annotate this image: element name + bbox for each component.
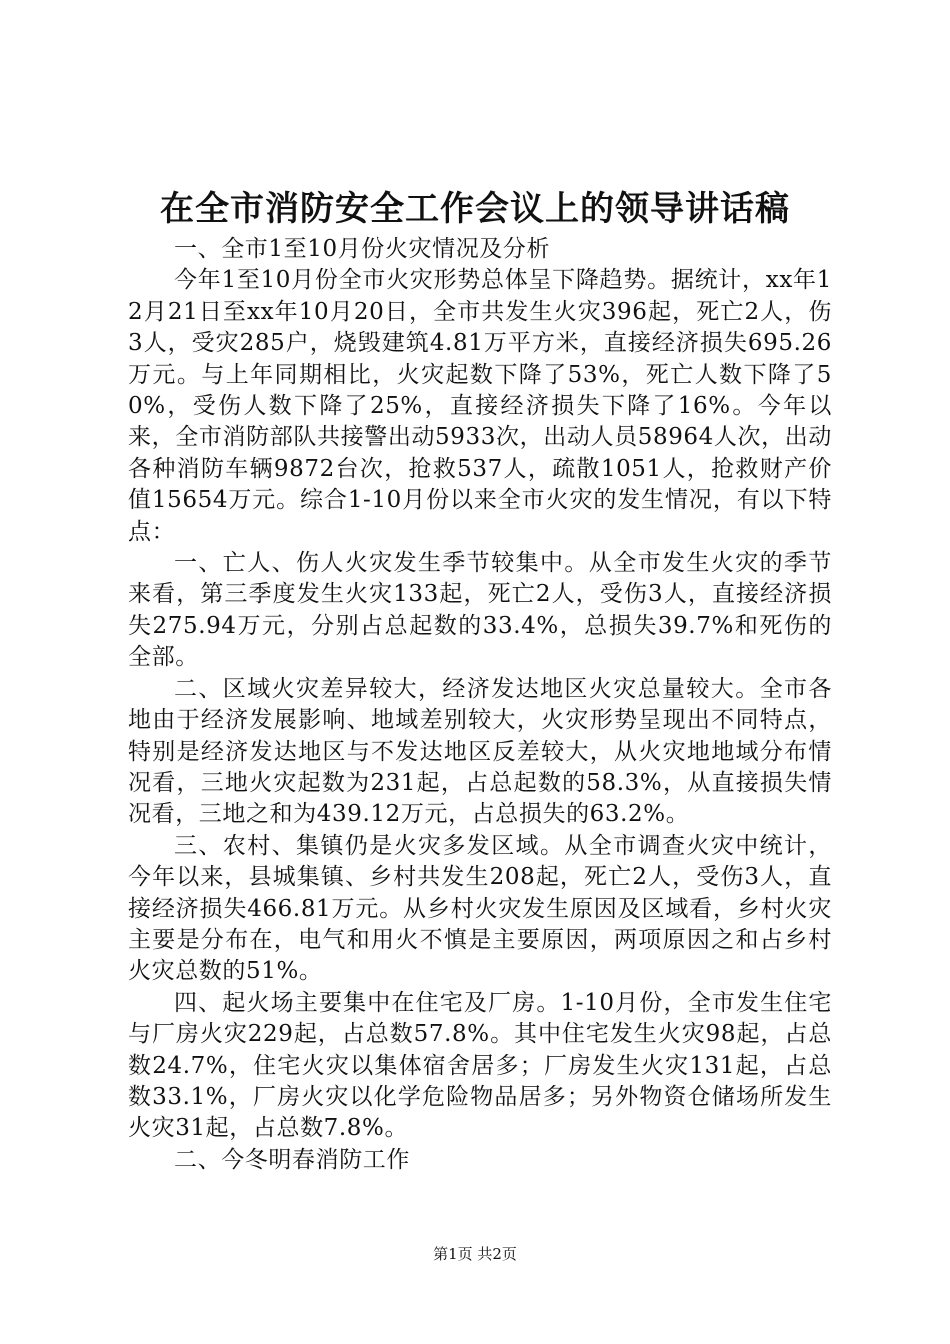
section-heading-1: 一、全市1至10月份火灾情况及分析 xyxy=(174,236,551,262)
paragraph-point-1: 一、亡人、伤人火灾发生季节较集中。从全市发生火灾的季节来看，第三季度发生火灾133起，死亡2人，受伤3人，直接经济损失275.94万元，分别占总起数的33.4%，总损失39.7%和死伤的全部。 xyxy=(128,550,832,671)
section-heading-2: 二、今冬明春消防工作 xyxy=(174,1146,410,1173)
paragraph-point-3: 三、农村、集镇仍是火灾多发区域。从全市调查火灾中统计，今年以来，县城集镇、乡村共发生208起，死亡2人，受伤3人，直接经济损失466.81万元。从乡村火灾发生原因及区域看，乡村火灾主要是分布在，电气和用火不慎是主要原因，两项原因之和占乡村火灾总数的51%。 xyxy=(128,832,832,985)
paragraph-point-4: 四、起火场主要集中在住宅及厂房。1-10月份，全市发生住宅与厂房火灾229起，占总数57.8%。其中住宅发生火灾98起，占总数24.7%，住宅火灾以集体宿舍居多；厂房发生火灾131起，占总数33.1%，厂房火灾以化学危险物品居多；另外物资仓储场所发生火灾31起，占总数7.8%。 xyxy=(128,989,832,1142)
paragraph-overview: 今年1至10月份全市火灾形势总体呈下降趋势。据统计，xx年12月21日至xx年10月20日，全市共发生火灾396起，死亡2人，伤3人，受灾285户，烧毁建筑4.81万平方米，直接经济损失695.26万元。与上年同期相比，火灾起数下降了53%，死亡人数下降了50%，受伤人数下降了25%，直接经济损失下降了16%。今年以来，全市消防部队共接警出动5933次，出动人员58964人次，出动各种消防车辆9872台次，抢救537人，疏散1051人，抢救财产价值15654万元。综合1-10月份以来全市火灾的发生情况，有以下特点： xyxy=(128,267,832,545)
document-body xyxy=(128,234,832,1176)
paragraph-point-2: 二、区域火灾差异较大，经济发达地区火灾总量较大。全市各地由于经济发展影响、地域差别较大，火灾形势呈现出不同特点，特别是经济发达地区与不发达地区反差较大，从火灾地地域分布情况看，三地火灾起数为231起，占总起数的58.3%，从直接损失情况看，三地之和为439.12万元，占总损失的63.2%。 xyxy=(128,675,832,828)
document-title: 在全市消防安全工作会议上的领导讲话稿 xyxy=(160,189,790,229)
page-footer: 第1页 共2页 xyxy=(433,1245,517,1263)
